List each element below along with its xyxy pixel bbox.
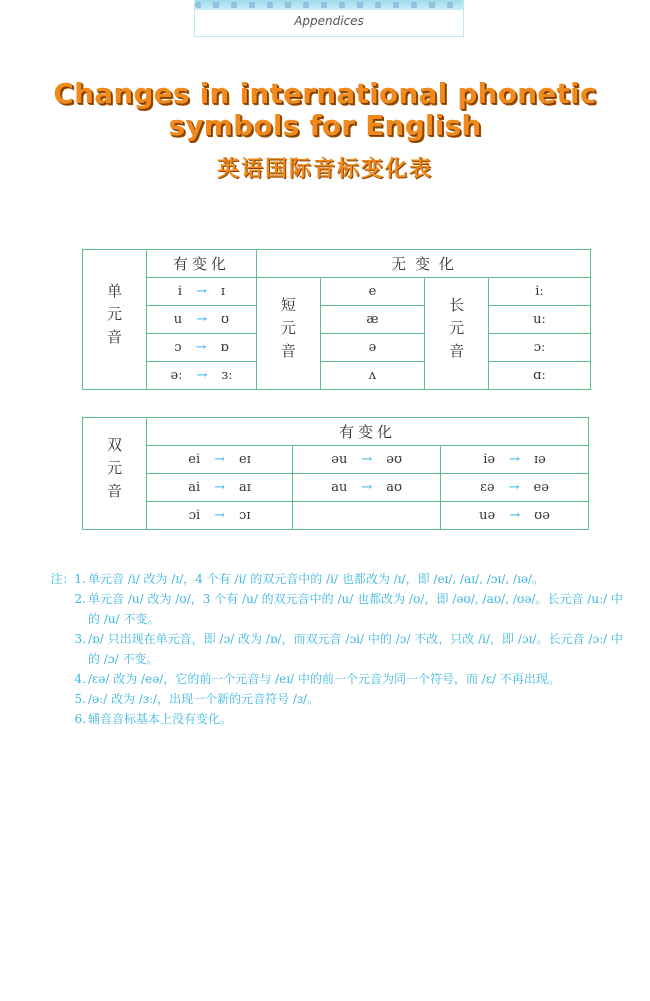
short-unchanged-cell: e bbox=[320, 278, 424, 306]
notes-prefix: 注： bbox=[50, 572, 75, 586]
note-text: /ɒ/ 只出现在单元音，即 /ɔ/ 改为 /ɒ/，而双元音 /ɔi/ 中的 /ɔ/ 不改，只改 /i/，即 /ɔɪ/。长元音 /ɔː/ 中的 /ɔ/ 不变。 bbox=[88, 632, 623, 666]
monophthongs-table bbox=[82, 249, 591, 390]
diphthongs-table bbox=[82, 417, 589, 530]
note-text: 辅音音标基本上没有变化。 bbox=[88, 712, 233, 726]
changed-cell: əː → ɜː bbox=[147, 362, 257, 390]
arrow-icon: → bbox=[361, 452, 373, 467]
arrow-icon: → bbox=[195, 340, 207, 355]
diphthong-cell: ɔi → ɔɪ bbox=[147, 502, 293, 530]
short-unchanged-cell: æ bbox=[320, 306, 424, 334]
title-line-2: symbols for English bbox=[168, 109, 482, 142]
page-header-banner bbox=[194, 0, 464, 37]
long-unchanged-cell: uː bbox=[489, 306, 591, 334]
diphthong-cell: au → aʊ bbox=[293, 474, 441, 502]
diphthong-changed-header: 有变化 bbox=[147, 418, 589, 446]
note-item: 4. /ɛə/ 改为 /eə/，它的前一个元音与 /eɪ/ 中的前一个元音为同一个符号，而 /ɛ/ 不再出现。 bbox=[74, 672, 560, 686]
diphthong-cell: ei → eɪ bbox=[147, 446, 293, 474]
long-unchanged-cell: ɑː bbox=[489, 362, 591, 390]
note-item: 3. /ɒ/ 只出现在单元音，即 /ɔ/ 改为 /ɒ/，而双元音 /ɔi/ 中的 /ɔ/ 不改，只改 /i/，即 /ɔɪ/。长元音 /ɔː/ 中的 /ɔ/ 不变。 bbox=[74, 632, 623, 666]
diphthong-cell: uə → ʊə bbox=[441, 502, 589, 530]
note-text: /əː/ 改为 /ɜː/，出现一个新的元音符号 /ɜ/。 bbox=[88, 692, 320, 706]
note-item: 2. 单元音 /u/ 改为 /ʊ/，3 个有 /u/ 的双元音中的 /u/ 也都改为 /ʊ/，即 /əʊ/, /aʊ/, /ʊə/。长元音 /uː/ 中的 /u/ 不变。 bbox=[74, 592, 623, 626]
diphthong-cell: ai → aɪ bbox=[147, 474, 293, 502]
note-item: 5. /əː/ 改为 /ɜː/，出现一个新的元音符号 /ɜ/。 bbox=[74, 692, 320, 706]
note-item: 注：1. 单元音 /i/ 改为 /ɪ/，4 个有 /i/ 的双元音中的 /i/ 也都改为 /ɪ/，即 /eɪ/, /aɪ/, /ɔɪ/, /ɪə/。 bbox=[50, 572, 545, 586]
diphthong-cell: ɛə → eə bbox=[441, 474, 589, 502]
arrow-icon: → bbox=[508, 480, 520, 495]
unchanged-header: 无 变 化 bbox=[256, 250, 590, 278]
arrow-icon: → bbox=[196, 312, 208, 327]
decorative-water-strip bbox=[195, 0, 463, 10]
arrow-icon: → bbox=[361, 480, 373, 495]
note-text: 单元音 /i/ 改为 /ɪ/，4 个有 /i/ 的双元音中的 /i/ 也都改为 /ɪ/，即 /eɪ/, /aɪ/, /ɔɪ/, /ɪə/。 bbox=[88, 572, 545, 586]
arrow-icon: → bbox=[196, 368, 208, 383]
arrow-icon: → bbox=[214, 452, 226, 467]
long-unchanged-cell: ɔː bbox=[489, 334, 591, 362]
monophthong-row-label: 单元音 bbox=[83, 250, 147, 390]
short-unchanged-cell: ə bbox=[320, 334, 424, 362]
changed-header: 有变化 bbox=[147, 250, 257, 278]
notes-section bbox=[44, 569, 624, 729]
short-vowel-label: 短元音 bbox=[256, 278, 320, 390]
arrow-icon: → bbox=[195, 284, 207, 299]
title-line-1: Changes in international phonetic bbox=[53, 77, 597, 110]
section-label: Appendices bbox=[294, 14, 364, 28]
diphthong-cell: əu → əʊ bbox=[293, 446, 441, 474]
arrow-icon: → bbox=[509, 452, 520, 467]
long-vowel-label: 长元音 bbox=[425, 278, 489, 390]
changed-cell: u → ʊ bbox=[147, 306, 257, 334]
short-unchanged-cell: ʌ bbox=[320, 362, 424, 390]
note-item: 6. 辅音音标基本上没有变化。 bbox=[74, 712, 233, 726]
diphthong-cell: iə → ɪə bbox=[441, 446, 589, 474]
note-text: 单元音 /u/ 改为 /ʊ/，3 个有 /u/ 的双元音中的 /u/ 也都改为 /ʊ/，即 /əʊ/, /aʊ/, /ʊə/。长元音 /uː/ 中的 /u/ 不变。 bbox=[88, 592, 623, 626]
page-title-chinese: 英语国际音标变化表 bbox=[216, 156, 433, 182]
note-text: /ɛə/ 改为 /eə/，它的前一个元音与 /eɪ/ 中的前一个元音为同一个符号，而 /ɛ/ 不再出现。 bbox=[88, 672, 560, 686]
diphthong-cell-empty bbox=[293, 502, 441, 530]
arrow-icon: → bbox=[214, 508, 226, 523]
changed-cell: i → ɪ bbox=[147, 278, 257, 306]
diphthong-row-label: 双元音 bbox=[83, 418, 147, 530]
arrow-icon: → bbox=[214, 480, 226, 495]
arrow-icon: → bbox=[509, 508, 521, 523]
changed-cell: ɔ → ɒ bbox=[147, 334, 257, 362]
long-unchanged-cell: iː bbox=[489, 278, 591, 306]
page-title-english bbox=[0, 78, 650, 142]
